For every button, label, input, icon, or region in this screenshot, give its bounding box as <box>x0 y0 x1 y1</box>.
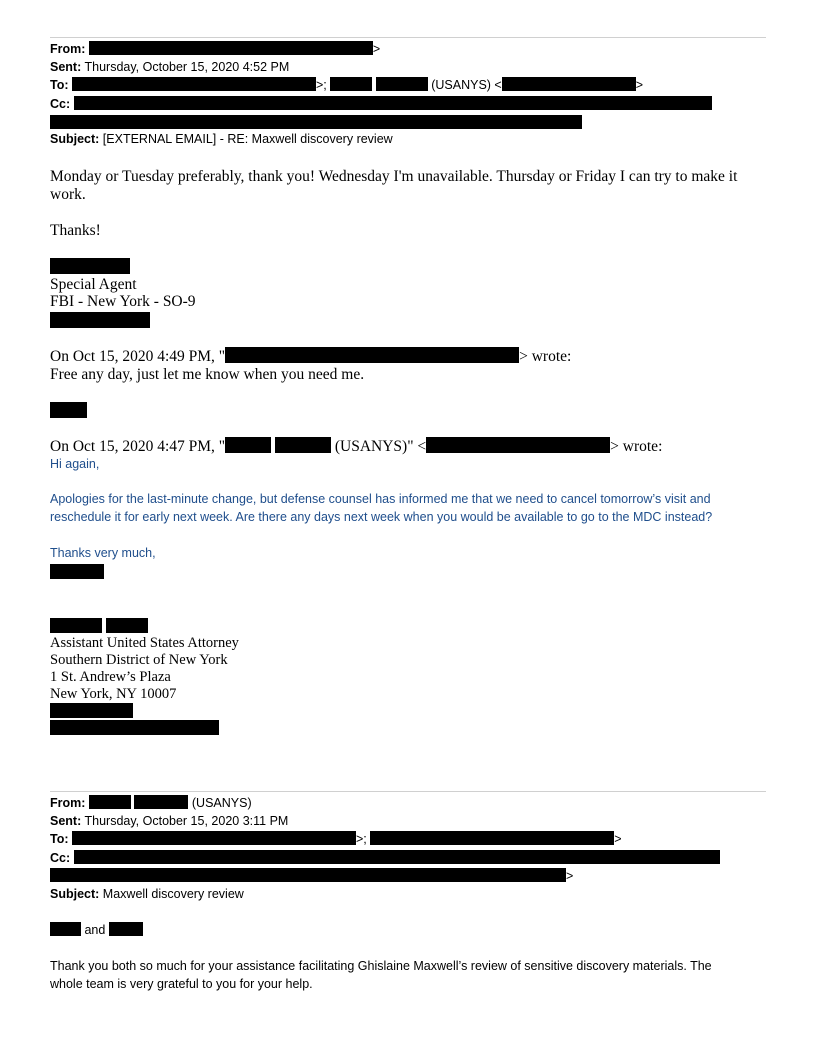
email1-body-line2: work. <box>50 186 86 203</box>
redaction-block <box>89 41 373 55</box>
email1-sig-title: Special Agent <box>50 276 137 293</box>
email1-sent-value: Thursday, October 15, 2020 4:52 PM <box>84 60 290 74</box>
email2-sent-value: Thursday, October 15, 2020 3:11 PM <box>84 814 289 828</box>
redaction-block <box>225 437 271 453</box>
email1-to-sep: >; <box>316 78 327 92</box>
redaction-block <box>50 564 104 579</box>
email2-sent-line <box>50 812 288 830</box>
email2-to-label: To: <box>50 832 69 846</box>
redaction-block <box>426 437 610 453</box>
email1-to-usanys: (USANYS) < <box>431 78 502 92</box>
redaction-block <box>74 96 712 110</box>
quote1-wrote: > wrote: <box>519 348 572 365</box>
quote2-sig-addr1: 1 St. Andrew’s Plaza <box>50 669 171 685</box>
email1-to-tail: > <box>635 78 644 92</box>
quote2-sig-addr2: New York, NY 10007 <box>50 686 177 702</box>
email1-subject-value: [EXTERNAL EMAIL] - RE: Maxwell discovery review <box>102 132 393 146</box>
header-divider-top <box>50 37 766 38</box>
email2-greeting-and: and <box>84 923 106 937</box>
quote2-header <box>50 437 662 456</box>
redaction-block <box>370 831 614 845</box>
email1-sig-office: FBI - New York - SO-9 <box>50 293 196 310</box>
quote2-usanys: (USANYS)" < <box>334 438 427 455</box>
quote1-text: Free any day, just let me know when you need me. <box>50 366 365 383</box>
header-divider-bottom <box>50 791 766 792</box>
email1-cc-label: Cc: <box>50 97 71 111</box>
redaction-block <box>109 922 143 936</box>
email1-to-label: To: <box>50 78 69 92</box>
redaction-block <box>74 850 720 864</box>
quote2-body-line1: Apologies for the last-minute change, but defense counsel has informed me that we need to cancel tomorrow’s visit and <box>50 492 711 506</box>
email2-cc-line <box>50 849 720 867</box>
redaction-block <box>89 795 131 809</box>
email1-cc-line <box>50 95 712 113</box>
email2-sent-label: Sent: <box>50 814 82 828</box>
email2-from-line <box>50 794 252 812</box>
email1-sent-line <box>50 58 289 76</box>
redaction-block <box>50 258 130 274</box>
quote1-on-prefix: On Oct 15, 2020 4:49 PM, " <box>50 348 226 365</box>
email2-to-line <box>50 830 622 848</box>
redaction-block <box>72 77 316 91</box>
redaction-block <box>275 437 331 453</box>
quote1-header <box>50 347 571 366</box>
redaction-block <box>225 347 519 363</box>
redaction-block <box>50 618 102 633</box>
email2-subject-line <box>50 885 244 903</box>
email2-to-sep: >; <box>356 832 367 846</box>
quote2-sig-district: Southern District of New York <box>50 652 228 668</box>
email1-subject-line <box>50 130 393 148</box>
email1-from-label: From: <box>50 42 86 56</box>
redaction-block <box>134 795 188 809</box>
email2-to-tail: > <box>614 832 622 846</box>
email2-body-line2: whole team is very grateful to you for your help. <box>50 977 313 991</box>
email2-cc-continuation <box>50 867 573 885</box>
redaction-block <box>50 703 133 718</box>
quote2-on-prefix: On Oct 15, 2020 4:47 PM, " <box>50 438 226 455</box>
email2-cc-tail: > <box>566 869 574 883</box>
email1-thanks: Thanks! <box>50 222 101 239</box>
quote2-thanks: Thanks very much, <box>50 546 156 560</box>
email1-from-line <box>50 40 380 58</box>
email2-subject-label: Subject: <box>50 887 100 901</box>
redaction-block <box>50 720 219 735</box>
email2-cc-label: Cc: <box>50 851 71 865</box>
quote2-wrote: > wrote: <box>610 438 663 455</box>
redaction-block <box>50 402 87 418</box>
email2-subject-value: Maxwell discovery review <box>102 887 244 901</box>
redaction-block <box>72 831 356 845</box>
redaction-block <box>502 77 636 91</box>
redaction-block <box>106 618 148 633</box>
email1-to-line <box>50 76 643 94</box>
email2-from-label: From: <box>50 796 86 810</box>
email1-from-tail: > <box>372 42 381 56</box>
redaction-block <box>376 77 428 91</box>
redaction-block <box>50 312 150 328</box>
redaction-block <box>50 115 582 129</box>
quote2-sig-title: Assistant United States Attorney <box>50 635 239 651</box>
email2-greeting <box>50 921 143 939</box>
quote2-body-line2: reschedule it for early next week. Are there any days next week when you would be available to go to the MDC instead? <box>50 510 713 524</box>
quote2-hi: Hi again, <box>50 457 100 471</box>
email1-body-line1: Monday or Tuesday preferably, thank you! Wednesday I'm unavailable. Thursday or Friday I can try to make it <box>50 168 738 185</box>
email2-body-line1: Thank you both so much for your assistance facilitating Ghislaine Maxwell’s review of sensitive discovery materials. The <box>50 959 712 973</box>
redaction-block <box>330 77 372 91</box>
email2-from-usanys: (USANYS) <box>191 796 252 810</box>
redaction-block <box>50 868 566 882</box>
redaction-block <box>50 922 81 936</box>
email1-subject-label: Subject: <box>50 132 100 146</box>
email1-sent-label: Sent: <box>50 60 82 74</box>
